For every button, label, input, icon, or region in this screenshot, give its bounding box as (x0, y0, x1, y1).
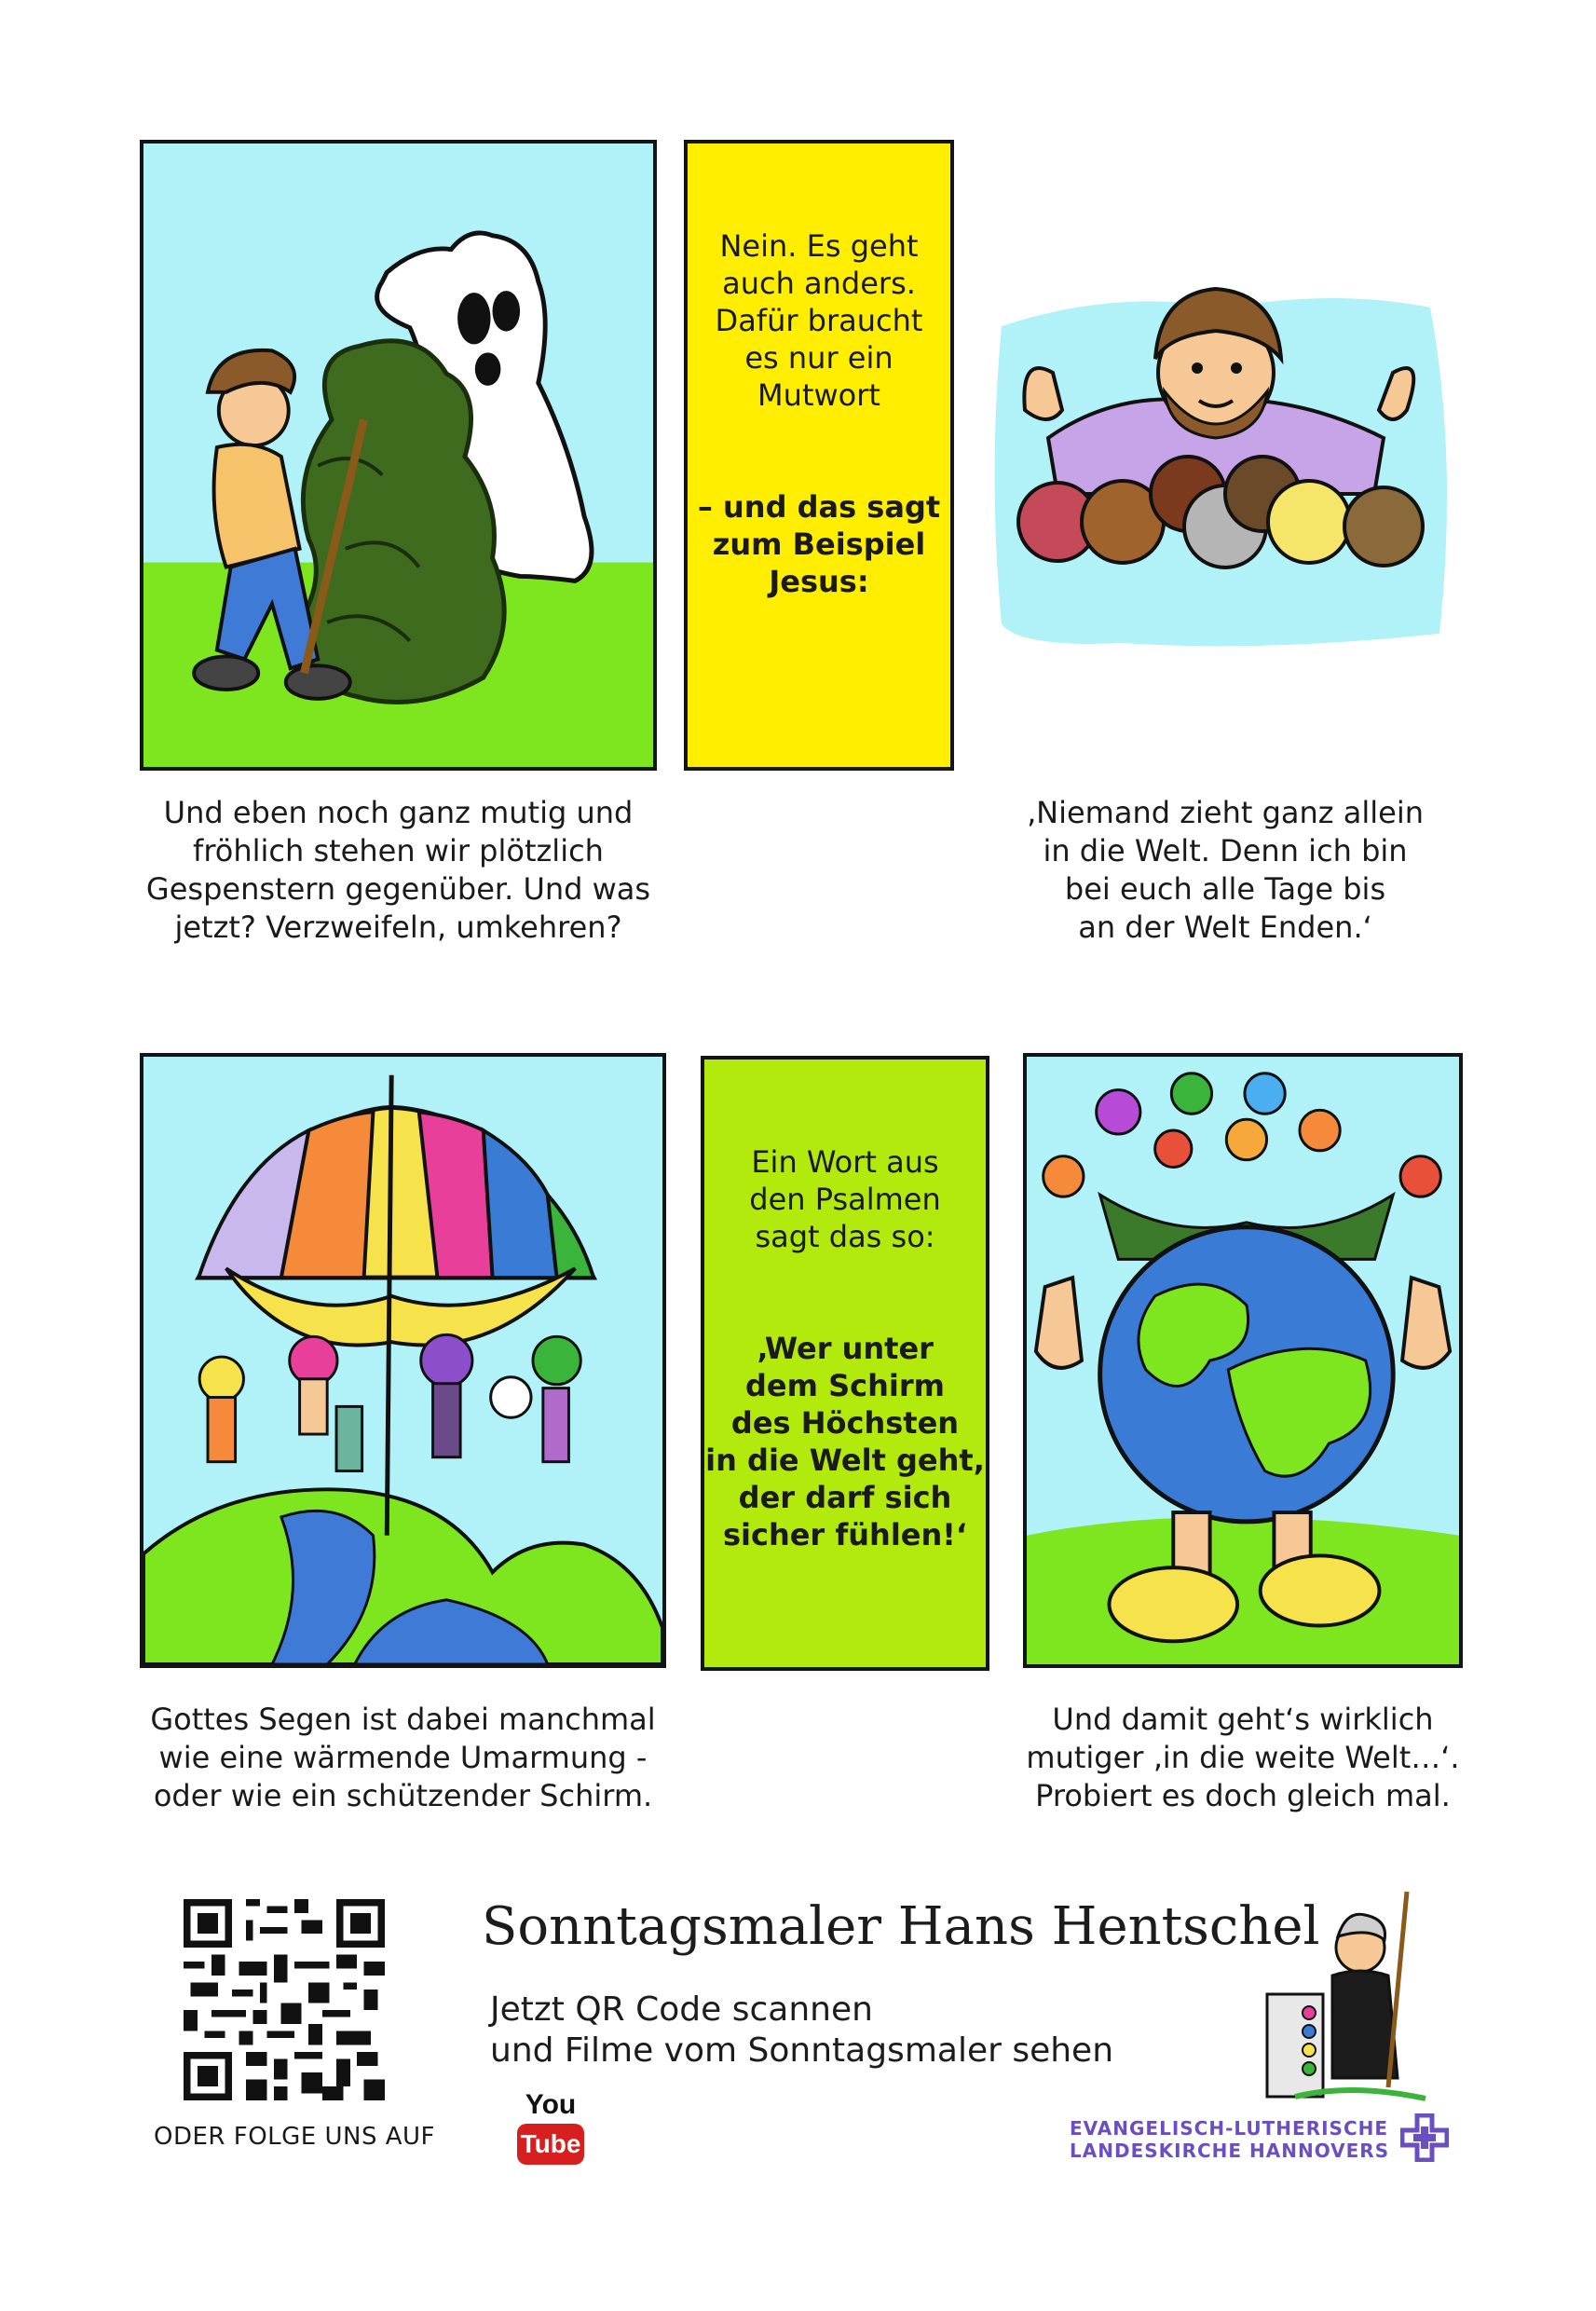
brand-subtitle: Jetzt QR Code scannen und Filme vom Sonntagsmaler sehen (490, 1990, 1114, 2070)
caption-earth: Und damit geht‘s wirklich mutiger ‚in die weite Welt…‘. Probiert es doch gleich mal. (1026, 1702, 1460, 1813)
speech-text-normal: Nein. Es geht auch anders. Dafür braucht es nur ein Mutwort (715, 228, 923, 413)
psalm-quote-text: ‚Wer unter dem Schirm des Höchsten in die Welt geht, der darf sich sicher fühlen!‘ (705, 1331, 985, 1552)
speech-box-mutwort (684, 140, 954, 771)
caption-ghost: Und eben noch ganz mutig und fröhlich stehen wir plötzlich Gespenstern gegenüber. Und was jetzt? Verzweifeln, umkehren? (145, 795, 651, 945)
painter-icon (1258, 1882, 1430, 2106)
speech-text-bold: – und das sagt zum Beispiel Jesus: (697, 489, 941, 599)
church-name: EVANGELISCH-LUTHERISCHE LANDESKIRCHE HANNOVERS (1070, 2117, 1390, 2162)
comic-panel-earth (1023, 1053, 1463, 1668)
psalm-intro-text: Ein Wort aus den Psalmen sagt das so: (749, 1144, 941, 1254)
comic-panel-umbrella (140, 1053, 666, 1668)
jesus-illustration (983, 270, 1458, 662)
youtube-logo[interactable] (517, 2090, 584, 2172)
follow-us-label: ODER FOLGE UNS AUF (154, 2123, 436, 2151)
ghost-illustration (143, 144, 653, 767)
speech-box-psalm (701, 1056, 989, 1671)
caption-jesus: ‚Niemand zieht ganz allein in die Welt. Denn ich bin bei euch alle Tage bis an der Welt Enden.‘ (1026, 795, 1425, 945)
umbrella-illustration (143, 1057, 662, 1664)
comic-panel-jesus (983, 270, 1458, 662)
painter-illustration (1258, 1882, 1430, 2106)
youtube-you-text: You (525, 2089, 577, 2120)
church-cross-icon (1400, 2113, 1449, 2162)
earth-illustration (1027, 1057, 1459, 1664)
youtube-tube-text: Tube (517, 2124, 584, 2165)
qr-code-icon (184, 1899, 385, 2100)
caption-umbrella: Gottes Segen ist dabei manchmal wie eine wärmende Umarmung - oder wie ein schützender Schirm. (150, 1702, 656, 1813)
brand-title: Sonntagsmaler Hans Hentschel (482, 1896, 1320, 1957)
comic-panel-ghost (140, 140, 657, 771)
qr-code[interactable] (184, 1899, 385, 2100)
